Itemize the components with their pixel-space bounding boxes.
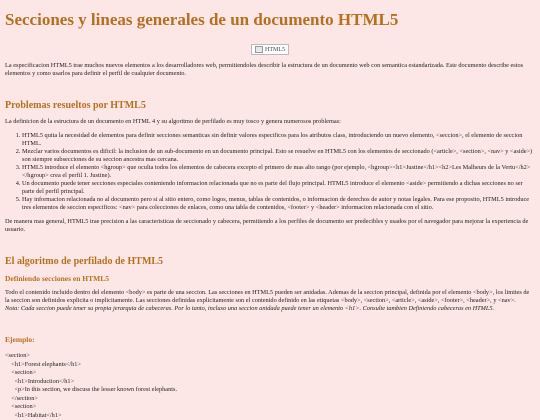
code-line: </section> xyxy=(5,395,535,404)
code-line: <section> xyxy=(5,369,535,378)
image-alt-text: HTML5 xyxy=(265,47,285,53)
list-item: 5. Hay informacion relacionada no al documento pero si al sitio entero, como logos, menus, tablas de contenidos, o informacion de derechos de autor y notas legales. Para ese proposito, HTML5 introduce tres elementos de seccion especificos: <nav> para colecciones de enlaces, como una tabla de contenidos, <footer> y <header> informacion relacionada con el sitio. xyxy=(22,196,535,212)
code-line: <section> xyxy=(5,403,535,412)
list-item: 1. HTML5 quita la necesidad de elementos para definir secciones semanticas sin definir valores especificos para los atributos class, introduciendo un nuevo elemento, <seccion>, el elemento de seccion HTML. xyxy=(22,132,535,148)
code-line: <h1>Introduction</h1> xyxy=(5,378,535,387)
intro-paragraph: La especificacion HTML5 trae muchos nuevos elementos a los desarrolladores web, permitiendoles describir la estructura de un documento web con semantica estandarizada. Este documento describe estos elementos y como usarlos para definir el perfil de cualquier documento. xyxy=(5,62,535,78)
section-heading-problems: Problemas resueltos por HTML5 xyxy=(5,100,535,112)
broken-image-icon xyxy=(255,46,263,53)
subheading-defining-sections: Definiendo secciones en HTML5 xyxy=(5,274,535,283)
section-heading-example: Ejemplo: xyxy=(5,335,535,344)
list-item: 3. HTML5 introduce el elemento <hgroup> que oculta todos los elementos de cabecera excepto el primero de mas alto rango (por ejemplo, <hgroup><h1>Justine</h1><h2>Les Malheurs de la Vertu</h2></hgroup> crea el perfil 1. Justine). xyxy=(22,164,535,180)
list-item: 4. Un documento puede tener secciones especiales conteniendo informacion relacionada que no es parte del flujo principal. HTML5 introduce el elemento <aside> permitiendo a dichas secciones no ser parte del perfil principal. xyxy=(22,180,535,196)
algorithm-note: Nota: Cada seccion puede tener su propia jerarquia de cabeceras. Por lo tanto, incluso una seccion anidada puede tener un elemento <h1>. Consulte tambien Definiendo cabeceras en HTML5. xyxy=(5,305,535,313)
list-item: 2. Mezclar varios documentos es dificil: la inclusion de un sub-documento en un documento principal. Esto se resuelve en HTML5 con los elementos de seccionado (<article>, <section>, <nav> y <aside>) son siempre subsecciones de su seccion ancestra mas cercana. xyxy=(22,148,535,164)
code-line: <h1>Habitat</h1> xyxy=(5,412,535,420)
section-heading-algorithm: El algoritmo de perfilado de HTML5 xyxy=(5,256,535,268)
code-line: <section> xyxy=(5,352,535,361)
problems-list xyxy=(5,132,535,212)
problems-closing: De manera mas general, HTML5 trae precision a las caracteristicas de seccionado y cabecera, permitiendo a los perfiles de documento ser predecibles y usados por el navegador para mejorar la experiencia de usuario. xyxy=(5,218,535,234)
broken-image xyxy=(251,44,289,55)
code-line: <h1>Forest elephants</h1> xyxy=(5,361,535,370)
code-example xyxy=(5,352,535,420)
image-container xyxy=(5,40,535,58)
algorithm-body: Todo el contenido incluido dentro del elemento <body> es parte de una seccion. Las secciones en HTML5 pueden ser anidadas. Ademas de la seccion principal, definida por el elemento <body>, los limites de la seccion son definidos explicita o implicitamente. Las secciones definidas explicitamente son el contenido definido en las etiquetas <body>, <section>, <article>, <aside>, <footer>, <header>, y <nav>. xyxy=(5,289,535,305)
problems-lead: La definicion de la estructura de un documento en HTML 4 y su algoritmo de perfilado es muy tosco y genera numerosos problemas: xyxy=(5,118,535,126)
page-title: Secciones y lineas generales de un documento HTML5 xyxy=(5,10,535,30)
code-line: <p>In this section, we discuss the lesser known forest elephants. xyxy=(5,386,535,395)
